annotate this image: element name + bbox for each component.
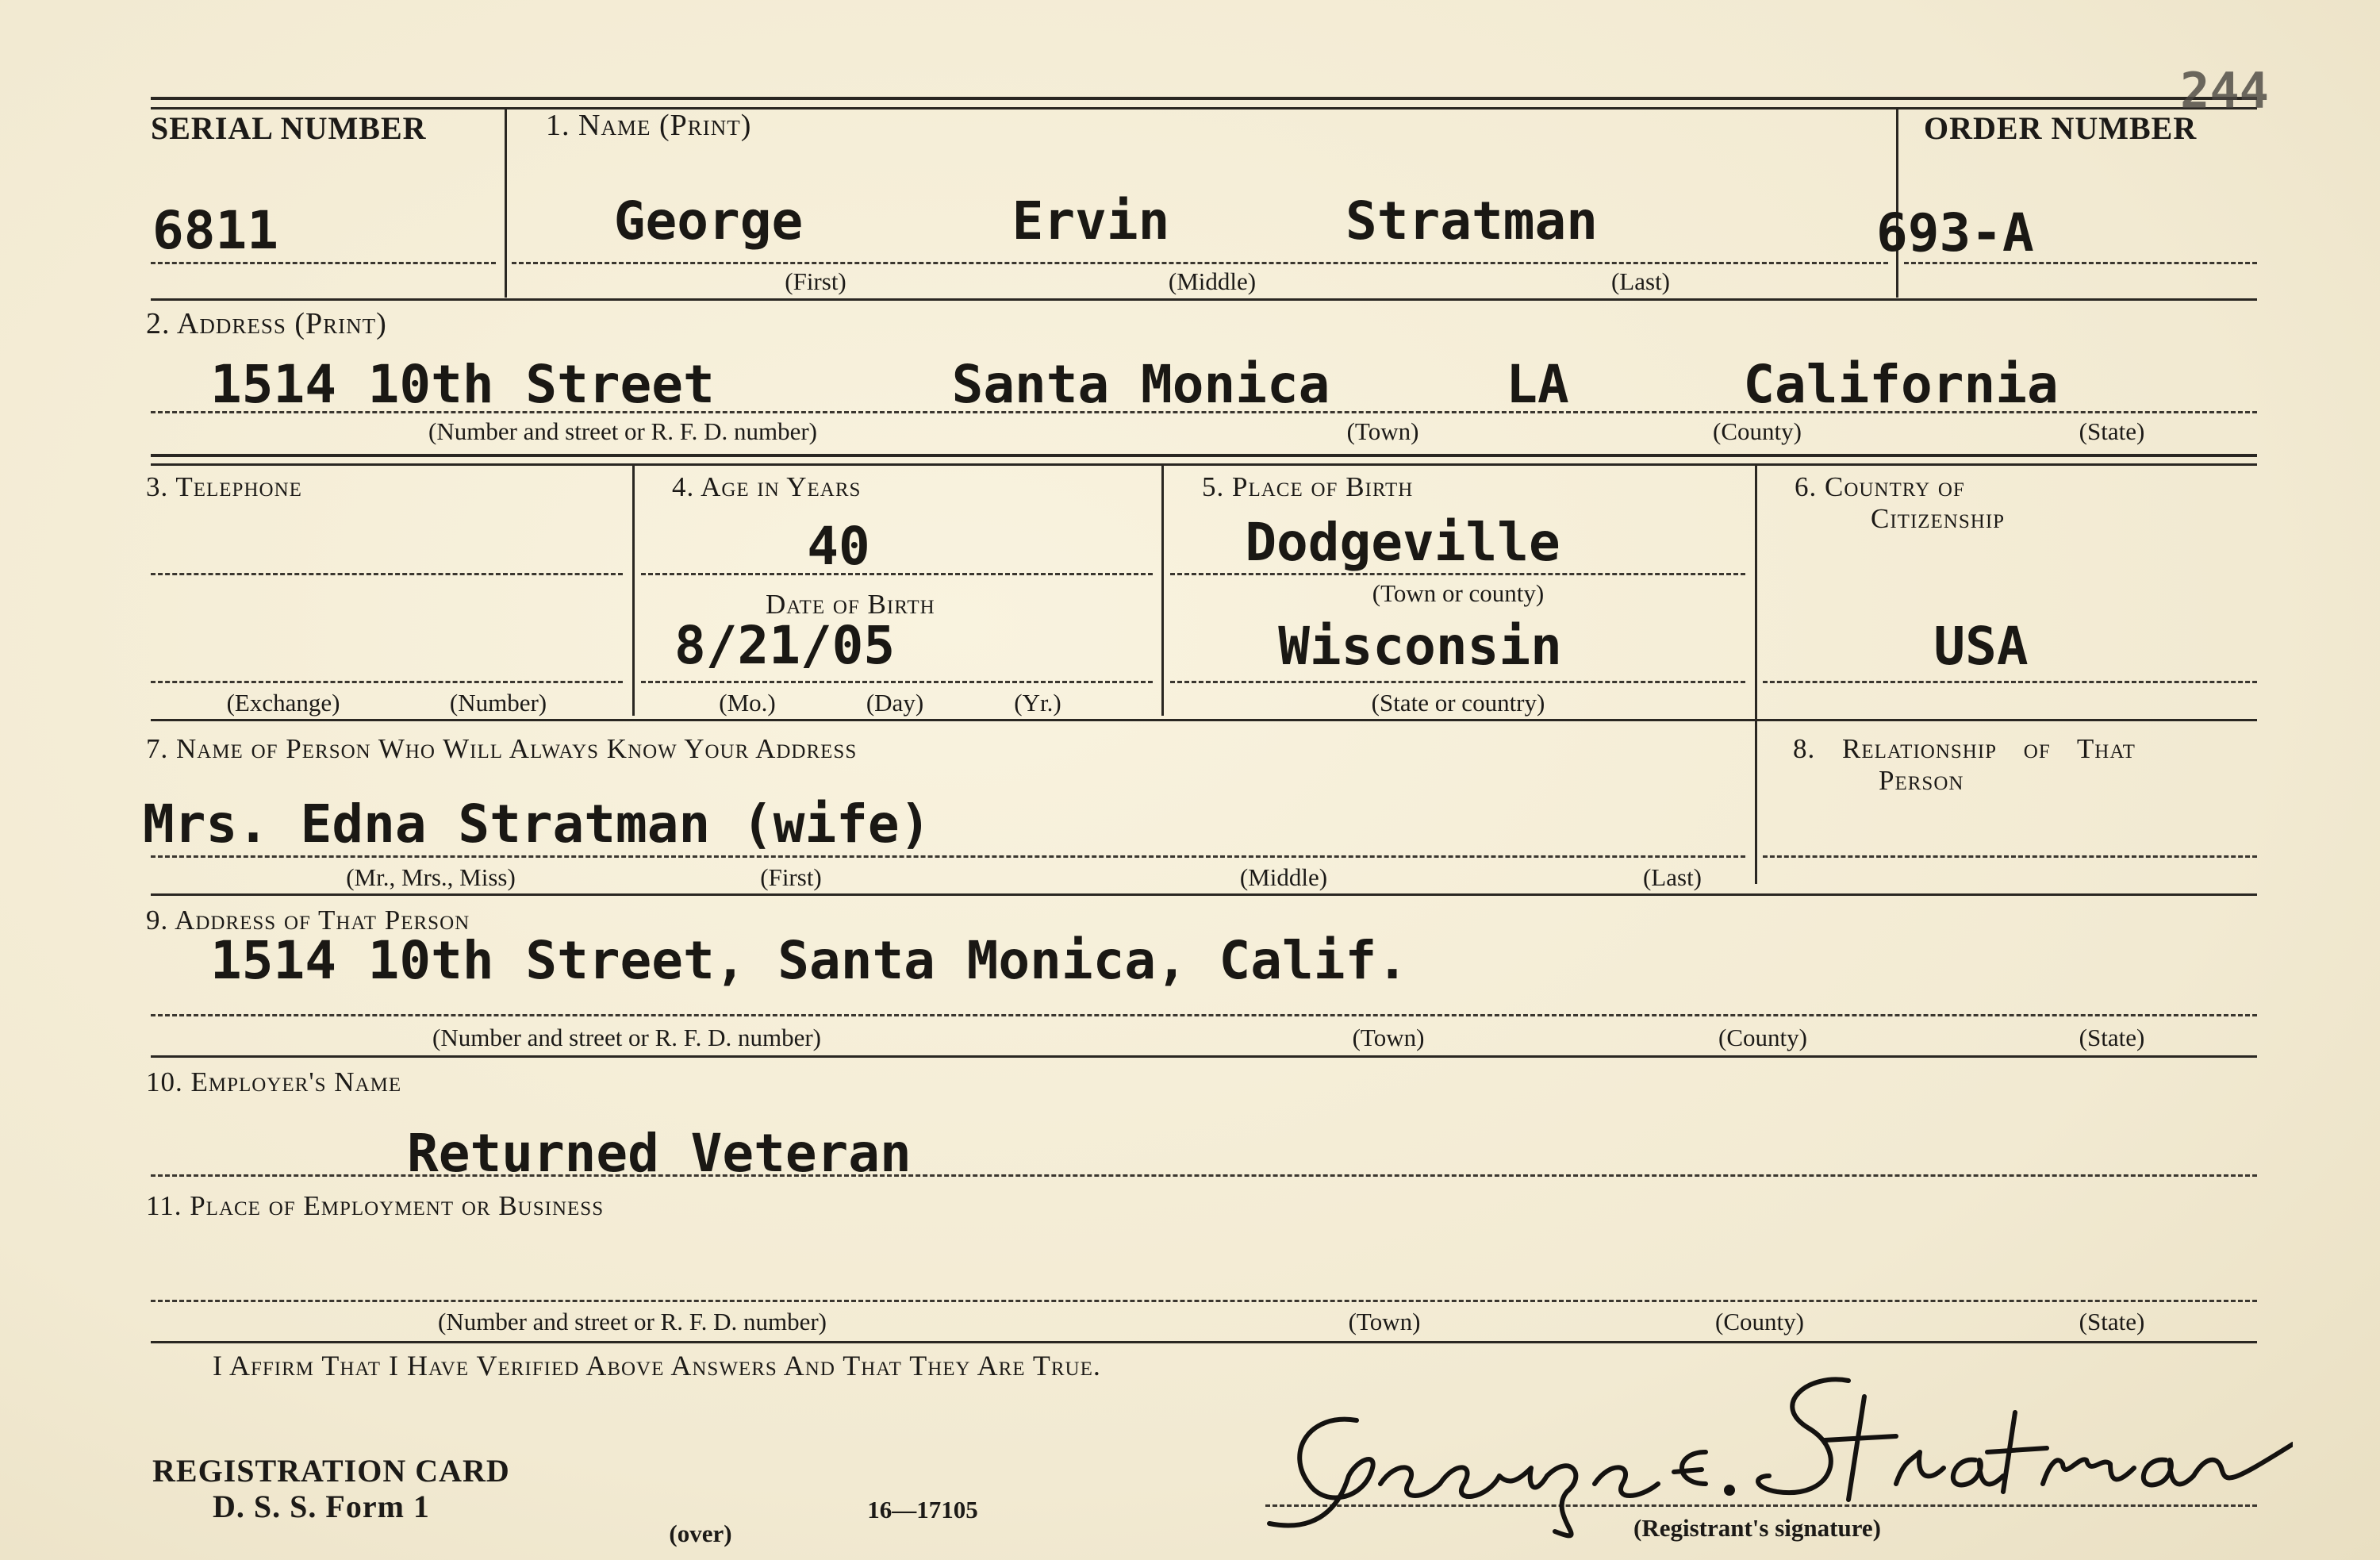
number-caption: (Number) — [449, 689, 547, 717]
county-value: LA — [1506, 354, 1569, 415]
rule — [151, 1341, 2257, 1343]
state-caption: (State) — [2079, 1308, 2145, 1335]
registrant-signature — [1261, 1365, 2293, 1539]
signature-caption: (Registrant's signature) — [1633, 1514, 1881, 1542]
state-caption: (State) — [2079, 417, 2145, 445]
address-street-caption: (Number and street or R. F. D. number) — [438, 1308, 827, 1335]
state-value: California — [1743, 354, 2059, 415]
rule — [151, 463, 2257, 466]
town-value: Santa Monica — [951, 354, 1330, 415]
relationship-label-2: Person — [1879, 765, 1964, 796]
place-of-employment-label: 11. Place of Employment or Business — [146, 1190, 605, 1221]
serial-number-label: SERIAL NUMBER — [151, 110, 427, 146]
address-label: 2. Address (Print) — [146, 307, 387, 340]
month-caption: (Mo.) — [719, 689, 776, 717]
rule — [151, 893, 2257, 896]
relationship-label-1: 8. Relationship of That — [1793, 733, 2136, 764]
form-name: D. S. S. Form 1 — [213, 1489, 430, 1524]
rule — [151, 1300, 2257, 1302]
address-of-person-label: 9. Address of That Person — [146, 905, 470, 936]
rule — [641, 573, 1153, 575]
name-label: 1. Name (Print) — [546, 109, 752, 142]
last-caption: (Last) — [1642, 863, 1702, 891]
rule — [151, 681, 623, 683]
day-caption: (Day) — [866, 689, 924, 717]
rule — [151, 855, 1745, 858]
first-caption: (First) — [760, 863, 822, 891]
rule — [641, 681, 1153, 683]
over-note: (over) — [669, 1520, 732, 1547]
county-caption: (County) — [1713, 417, 1802, 445]
address-street-caption: (Number and street or R. F. D. number) — [432, 1024, 821, 1051]
rule — [151, 573, 623, 575]
age-label: 4. Age in Years — [672, 471, 862, 502]
serial-number-value: 6811 — [152, 200, 278, 261]
person-who-knows-label: 7. Name of Person Who Will Always Know Your Address — [146, 733, 858, 764]
divider — [505, 107, 507, 298]
state-caption: (State) — [2079, 1024, 2145, 1051]
state-or-country-caption: (State or country) — [1371, 689, 1545, 717]
rule — [512, 262, 1888, 264]
registration-card-title: REGISTRATION CARD — [152, 1453, 510, 1489]
town-caption: (Town) — [1348, 1308, 1421, 1335]
contact-address-value: 1514 10th Street, Santa Monica, Calif. — [210, 930, 1408, 991]
rule — [151, 298, 2257, 301]
rule — [151, 454, 2257, 457]
order-number-value: 693-A — [1876, 202, 2034, 263]
rule — [151, 262, 496, 264]
form-code: 16—17105 — [867, 1496, 978, 1523]
affirmation-text: I Affirm That I Have Verified Above Answers And That They Are True. — [213, 1350, 1101, 1381]
birth-state-value: Wisconsin — [1278, 616, 1562, 677]
divider — [1161, 463, 1164, 716]
age-value: 40 — [807, 516, 870, 577]
citizenship-label-1: 6. Country of — [1795, 471, 1965, 502]
telephone-label: 3. Telephone — [146, 471, 302, 502]
rule — [1763, 855, 2257, 858]
employer-label: 10. Employer's Name — [146, 1066, 402, 1097]
citizenship-label-2: Citizenship — [1871, 503, 2006, 534]
date-of-birth-label: Date of Birth — [766, 589, 935, 620]
rule — [1763, 681, 2257, 683]
contact-person-value: Mrs. Edna Stratman (wife) — [143, 793, 931, 855]
last-caption: (Last) — [1610, 267, 1671, 295]
town-or-county-caption: (Town or county) — [1372, 579, 1545, 607]
place-of-birth-label: 5. Place of Birth — [1202, 471, 1414, 502]
citizenship-value: USA — [1933, 616, 2029, 677]
middle-name-value: Ervin — [1012, 190, 1170, 252]
town-caption: (Town) — [1346, 417, 1419, 445]
mr-mrs-miss-caption: (Mr., Mrs., Miss) — [346, 863, 516, 891]
rule — [151, 1055, 2257, 1058]
top-border — [151, 97, 2257, 100]
street-value: 1514 10th Street — [210, 354, 715, 415]
employer-value: Returned Veteran — [407, 1123, 912, 1184]
exchange-caption: (Exchange) — [226, 689, 340, 717]
last-name-value: Stratman — [1345, 190, 1598, 252]
town-caption: (Town) — [1352, 1024, 1425, 1051]
rule — [151, 1014, 2257, 1016]
rule — [1170, 573, 1745, 575]
birth-town-value: Dodgeville — [1245, 512, 1560, 573]
dob-value: 8/21/05 — [674, 615, 896, 676]
county-caption: (County) — [1715, 1308, 1804, 1335]
order-number-label: ORDER NUMBER — [1924, 110, 2198, 146]
first-caption: (First) — [785, 267, 846, 295]
divider — [1755, 463, 1757, 884]
order-stamp: 244 — [2180, 62, 2269, 120]
address-street-caption: (Number and street or R. F. D. number) — [428, 417, 817, 445]
divider — [632, 463, 635, 716]
middle-caption: (Middle) — [1168, 267, 1257, 295]
rule — [1170, 681, 1745, 683]
year-caption: (Yr.) — [1014, 689, 1061, 717]
county-caption: (County) — [1718, 1024, 1807, 1051]
first-name-value: George — [613, 190, 804, 252]
rule — [151, 719, 2257, 721]
middle-caption: (Middle) — [1239, 863, 1328, 891]
